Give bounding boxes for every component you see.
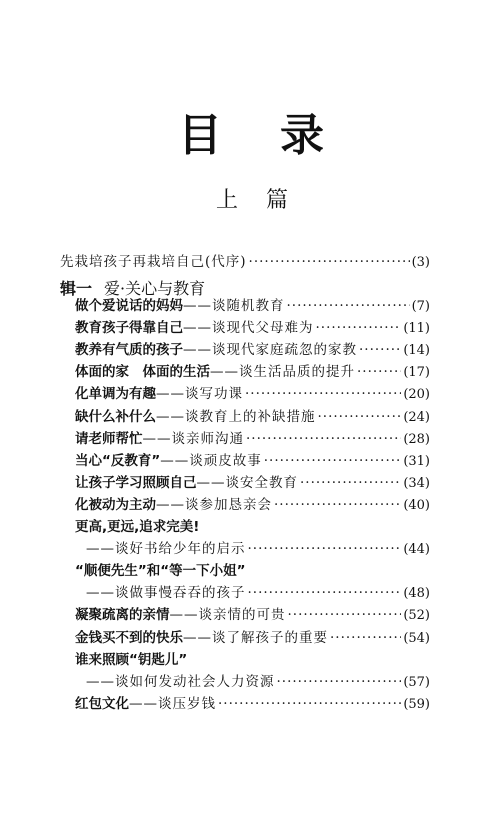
- entry-page: (31): [403, 454, 430, 469]
- dot-leader: [330, 627, 401, 649]
- entry-subtitle: 谈教育上的补缺措施: [185, 409, 316, 425]
- toc-entry: [75, 361, 430, 383]
- entry-subtitle: 谈如何发动社会人力资源: [115, 674, 275, 690]
- entry-subtitle: 谈随机教育: [212, 298, 285, 314]
- entry-page: (48): [403, 586, 430, 601]
- section-char-1: 上: [215, 188, 238, 213]
- entry-subtitle: 谈压岁钱: [158, 696, 216, 712]
- entry-title: 凝聚疏离的亲情: [75, 607, 170, 623]
- toc-entry: [75, 428, 430, 450]
- dot-leader: [277, 671, 402, 693]
- toc-entry: [75, 472, 430, 494]
- entry-subtitle: 谈亲情的可贵: [198, 607, 286, 623]
- entry-page: (20): [403, 387, 430, 402]
- entry-page: (28): [403, 432, 430, 447]
- toc-entry: [75, 317, 430, 339]
- dot-leader: [359, 339, 401, 361]
- entry-dash: ——: [183, 630, 212, 646]
- entry-title: 更高,更远,追求完美!: [75, 519, 200, 535]
- entry-subtitle: 谈安全教育: [225, 475, 298, 491]
- toc-entry: [75, 295, 430, 317]
- page-title: [0, 108, 504, 164]
- entry-title: 缺什么补什么: [75, 409, 156, 425]
- dot-leader: [248, 582, 402, 604]
- entry-subtitle: 谈现代家庭疏忽的家教: [212, 342, 357, 358]
- entry-title: 当心“反教育”: [75, 453, 161, 469]
- toc-entry: [86, 671, 430, 693]
- toc-entry: [75, 560, 430, 582]
- entry-title: 金钱买不到的快乐: [75, 630, 183, 646]
- dot-leader: [246, 428, 401, 450]
- entry-dash: ——: [196, 475, 226, 491]
- dot-leader: [249, 251, 410, 273]
- toc-entry: [75, 649, 430, 671]
- entry-page: (57): [403, 675, 430, 690]
- chapter-number: 辑一: [60, 279, 93, 298]
- entry-title: 化被动为主动: [75, 497, 156, 513]
- entry-title: 做个爱说话的妈妈: [75, 298, 183, 314]
- toc-entry: [75, 339, 430, 361]
- title-char-2: 录: [280, 110, 326, 161]
- entry-dash: ——: [160, 453, 190, 469]
- entry-page: (59): [403, 697, 430, 712]
- entry-title: 请老师帮忙: [75, 431, 143, 447]
- toc-entry: [75, 494, 430, 516]
- dot-leader: [287, 295, 410, 317]
- entry-page: (17): [403, 365, 430, 380]
- toc-entry: [75, 406, 430, 428]
- dot-leader: [288, 604, 402, 626]
- dot-leader: [245, 383, 401, 405]
- entry-title: 体面的家 体面的生活: [75, 364, 210, 380]
- entry-title: 让孩子学习照顾自己: [75, 475, 197, 491]
- dot-leader: [318, 406, 402, 428]
- entry-page: (11): [403, 321, 430, 336]
- entry-page: (14): [403, 343, 430, 358]
- entry-title: 教育孩子得靠自己: [75, 320, 183, 336]
- dot-leader: [357, 361, 401, 383]
- entry-dash: ——: [156, 497, 185, 513]
- title-char-1: 目: [178, 110, 224, 161]
- entry-dash: ——: [86, 674, 115, 690]
- entry-page: (54): [403, 631, 430, 646]
- entry-dash: ——: [86, 541, 115, 557]
- dot-leader: [300, 472, 401, 494]
- entry-subtitle: 谈现代父母难为: [212, 320, 314, 336]
- entry-subtitle: 谈做事慢吞吞的孩子: [115, 585, 246, 601]
- toc-entry: [75, 693, 430, 715]
- toc-entry: [86, 538, 430, 560]
- section-char-2: 篇: [266, 188, 289, 213]
- dot-leader: [274, 494, 401, 516]
- entry-subtitle: 谈了解孩子的重要: [212, 630, 328, 646]
- entry-title: 教养有气质的孩子: [75, 342, 183, 358]
- entry-dash: ——: [129, 696, 158, 712]
- chapter-name: 爱·关心与教育: [104, 279, 206, 298]
- dot-leader: [248, 538, 402, 560]
- entry-subtitle: 谈好书给少年的启示: [115, 541, 246, 557]
- entry-title: 红包文化: [75, 696, 129, 712]
- preface-title: 先栽培孩子再栽培自己(代序): [60, 254, 247, 270]
- entry-dash: ——: [210, 364, 239, 380]
- entry-title: “顺便先生”和“等一下小姐”: [75, 563, 246, 579]
- dot-leader: [218, 693, 401, 715]
- entry-subtitle: 谈写功课: [185, 386, 243, 402]
- entry-dash: ——: [142, 431, 172, 447]
- entry-dash: ——: [156, 409, 185, 425]
- toc-entry: [75, 604, 430, 626]
- toc-entry: [75, 383, 430, 405]
- toc-entry: [75, 627, 430, 649]
- entry-dash: ——: [183, 342, 212, 358]
- entry-page: (7): [411, 299, 430, 314]
- entry-page: (44): [403, 542, 430, 557]
- dot-leader: [264, 450, 402, 472]
- entry-dash: ——: [183, 320, 212, 336]
- entry-dash: ——: [183, 298, 212, 314]
- entry-dash: ——: [156, 386, 185, 402]
- entry-title: 化单调为有趣: [75, 386, 156, 402]
- toc-entry: [86, 582, 430, 604]
- entry-subtitle: 谈顽皮故事: [189, 453, 262, 469]
- preface-page: (3): [411, 255, 430, 270]
- section-heading: [0, 186, 504, 216]
- entry-title: 谁来照顾“钥匙儿”: [75, 652, 188, 668]
- entry-subtitle: 谈亲师沟通: [171, 431, 244, 447]
- entry-dash: ——: [86, 585, 115, 601]
- entry-page: (40): [403, 498, 430, 513]
- toc-entry: [75, 516, 430, 538]
- entry-page: (52): [403, 608, 430, 623]
- entry-dash: ——: [169, 607, 199, 623]
- entry-subtitle: 谈生活品质的提升: [239, 364, 355, 380]
- entry-subtitle: 谈参加恳亲会: [185, 497, 272, 513]
- entry-page: (24): [403, 410, 430, 425]
- dot-leader: [316, 317, 402, 339]
- toc-entry: [75, 450, 430, 472]
- entry-page: (34): [403, 476, 430, 491]
- preface-entry: [60, 251, 430, 273]
